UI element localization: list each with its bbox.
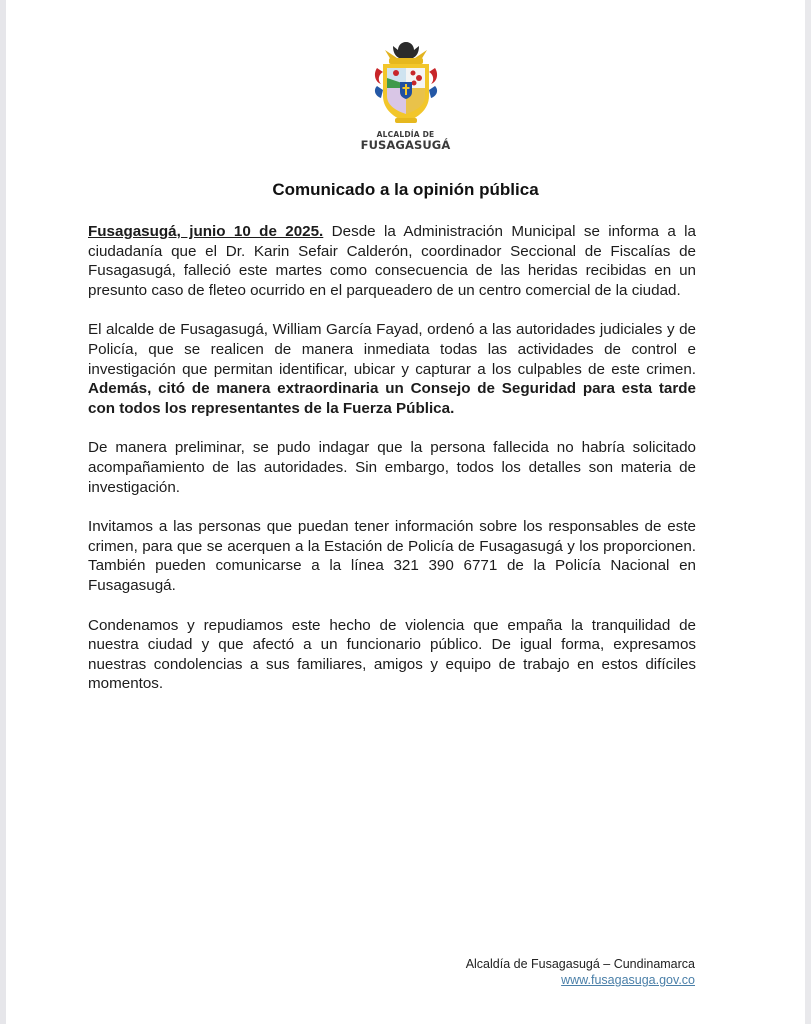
paragraph-2 [88, 320, 696, 418]
paragraph-1 [88, 222, 696, 300]
paragraph-2-text: El alcalde de Fusagasugá, William García Fayad, ordenó a las autoridades judiciales y de Policía, que se realicen de manera inmediata todas las actividades de control e investigación que permitan identificar, ubicar y capturar a los culpables de este crimen. [88, 321, 696, 378]
paragraph-3: De manera preliminar, se pudo indagar que la persona fallecida no habría solicitado acompañamiento de las autoridades. Sin embargo, todos los detalles son materia de investigación. [88, 439, 696, 496]
paragraph-5: Condenamos y repudiamos este hecho de violencia que empaña la tranquilidad de nuestra ciudad y que afectó a un funcionario público. De igual forma, expresamos nuestras condolencias a sus familiares, amigos y equipo de trabajo en estos difíciles momentos. [88, 616, 696, 693]
logo-text-fusagasuga: FUSAGASUGÁ [360, 138, 451, 152]
paragraph-1-text: Desde la Administración Municipal se informa a la ciudadanía que el Dr. Karin Sefair Calderón, coordinador Seccional de Fiscalías de Fusagasugá, falleció este martes como consecuencia de las heridas recibidas en un presunto caso de fleteo ocurrido en el parqueadero de un centro comercial de la ciudad. [88, 223, 696, 299]
page-title: Comunicado a la opinión pública [272, 180, 539, 199]
paragraph-2-bold: Además, citó de manera extraordinaria un Consejo de Seguridad para esta tarde con todos los representantes de la Fuerza Pública. [88, 380, 696, 417]
dateline: Fusagasugá, junio 10 de 2025. [88, 223, 324, 240]
paragraph-4: Invitamos a las personas que puedan tener información sobre los responsables de este crimen, para que se acerquen a la Estación de Policía de Fusagasugá y los proporcionen. También pueden comunicarse a la línea 321 390 6771 de la Policía Nacional en Fusagasugá. [88, 518, 696, 594]
document-body [88, 222, 696, 714]
footer-organization: Alcaldía de Fusagasugá – Cundinamarca [465, 957, 695, 971]
coat-of-arms-icon [371, 40, 441, 128]
logo-text-alcaldia: ALCALDÍA DE [376, 130, 435, 139]
page-edge-left [0, 0, 6, 1024]
footer [466, 956, 695, 988]
website-link[interactable]: www.fusagasuga.gov.co [561, 973, 695, 987]
municipal-logo [358, 40, 453, 152]
page-edge-right [805, 0, 811, 1024]
